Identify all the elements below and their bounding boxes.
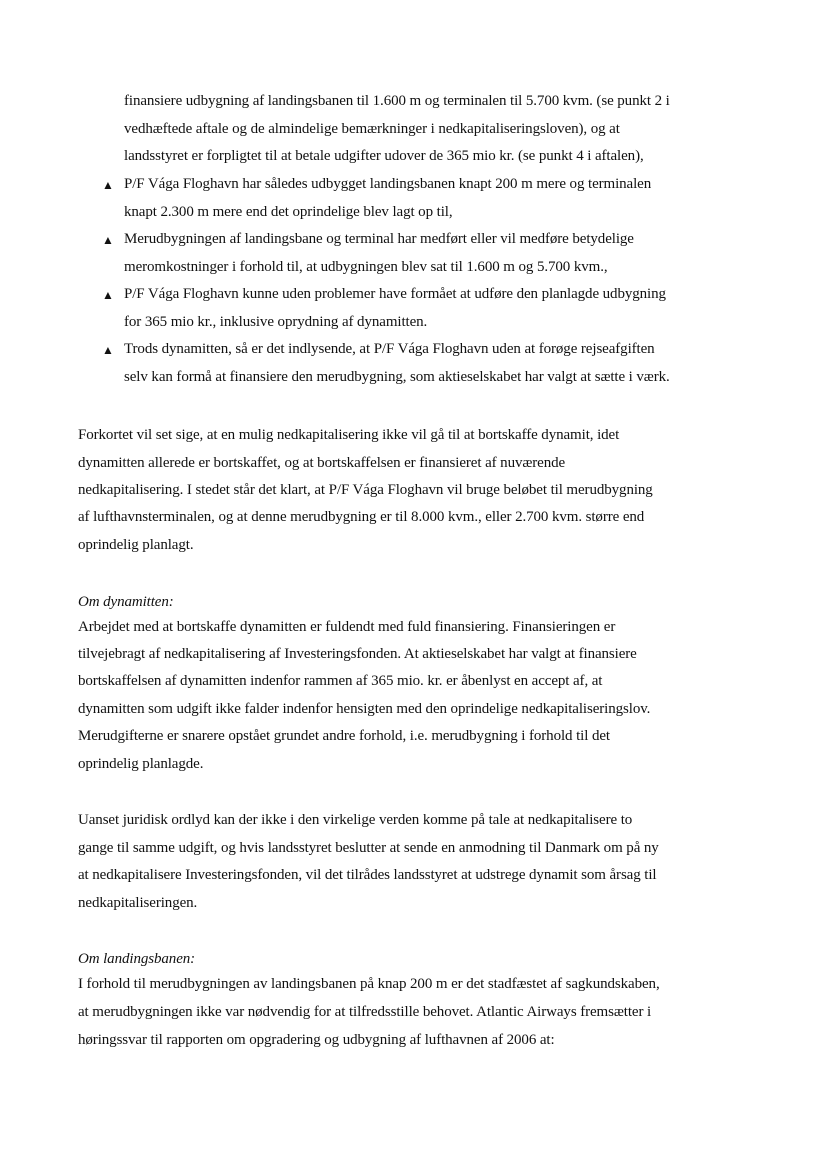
text-line: landsstyret er forpligtet til at betale udgifter udover de 365 mio kr. (se punkt 4 i aftalen), [124,148,644,164]
text-line: Merudgifterne er snarere opstået grundet andre forhold, i.e. merudbygning i forhold til det [78,728,610,744]
text-line: vedhæftede aftale og de almindelige bemærkninger i nedkapitaliseringsloven), og at [124,121,620,137]
text-line: Uanset juridisk ordlyd kan der ikke i den virkelige verden komme på tale at nedkapitalisere to [78,812,633,828]
text-line: at merudbygningen ikke var nødvendig for at tilfredsstille behovet. Atlantic Airways fremsætter i [78,1004,652,1020]
triangle-bullet-icon: ▲ [102,233,114,247]
text-line: finansiere udbygning af landingsbanen til 1.600 m og terminalen til 5.700 kvm. (se punkt 2 i [124,93,670,109]
text-line: Forkortet vil set sige, at en mulig nedkapitalisering ikke vil gå til at bortskaffe dynamit, idet [78,427,620,443]
text-line: I forhold til merudbygningen av landingsbanen på knap 200 m er det stadfæstet af sagkundskaben, [78,976,660,992]
text-line: oprindelig planlagt. [78,537,194,553]
text-line: Arbejdet med at bortskaffe dynamitten er fuldendt med fuld finansiering. Finansieringen er [78,619,616,635]
triangle-bullet-icon: ▲ [102,343,114,357]
bullet-text-line: P/F Vága Floghavn kunne uden problemer have formået at udføre den planlagde udbygning [124,286,666,302]
bullet-text-line: knapt 2.300 m mere end det oprindelige blev lagt op til, [124,204,453,220]
bullet-text-line: P/F Vága Floghavn har således udbygget landingsbanen knapt 200 m mere og terminalen [124,176,652,192]
bullet-text-line: for 365 mio kr., inklusive oprydning af dynamitten. [124,314,428,330]
triangle-bullet-icon: ▲ [102,178,114,192]
text-line: tilvejebragt af nedkapitalisering af Investeringsfonden. At aktieselskabet har valgt at finansiere [78,646,637,662]
section-heading-landingsbanen: Om landingsbanen: [78,951,196,967]
text-line: af lufthavnsterminalen, og at denne merudbygning er til 8.000 kvm., eller 2.700 kvm. større end [78,509,645,525]
bullet-text-line: selv kan formå at finansiere den merudbygning, som aktieselskabet har valgt at sætte i værk. [124,369,670,385]
text-line: dynamitten allerede er bortskaffet, og at bortskaffelsen er finansieret af nuværende [78,455,566,471]
bullet-text-line: Merudbygningen af landingsbane og terminal har medført eller vil medføre betydelige [124,231,634,247]
text-line: nedkapitalisering. I stedet står det klart, at P/F Vága Floghavn vil bruge beløbet til merudbygning [78,482,653,498]
section-heading-dynamitten: Om dynamitten: [78,594,174,610]
text-line: nedkapitaliseringen. [78,895,198,911]
text-line: høringssvar til rapporten om opgradering og udbygning af lufthavnen af 2006 at: [78,1032,555,1048]
text-line: dynamitten som udgift ikke falder indenfor hensigten med den oprindelige nedkapitaliseringslov. [78,701,651,717]
text-line: bortskaffelsen af dynamitten indenfor rammen af 365 mio. kr. er åbenlyst en accept af, at [78,673,603,689]
bullet-text-line: Trods dynamitten, så er det indlysende, at P/F Vága Floghavn uden at forøge rejseafgiften [124,341,655,357]
text-line: oprindelig planlagde. [78,756,204,772]
text-line: at nedkapitalisere Investeringsfonden, vil det tilrådes landsstyret at udstrege dynamit som årsag til [78,867,657,883]
text-line: gange til samme udgift, og hvis landsstyret beslutter at sende en anmodning til Danmark om på ny [78,840,659,856]
triangle-bullet-icon: ▲ [102,288,114,302]
bullet-text-line: meromkostninger i forhold til, at udbygningen blev sat til 1.600 m og 5.700 kvm., [124,259,608,275]
